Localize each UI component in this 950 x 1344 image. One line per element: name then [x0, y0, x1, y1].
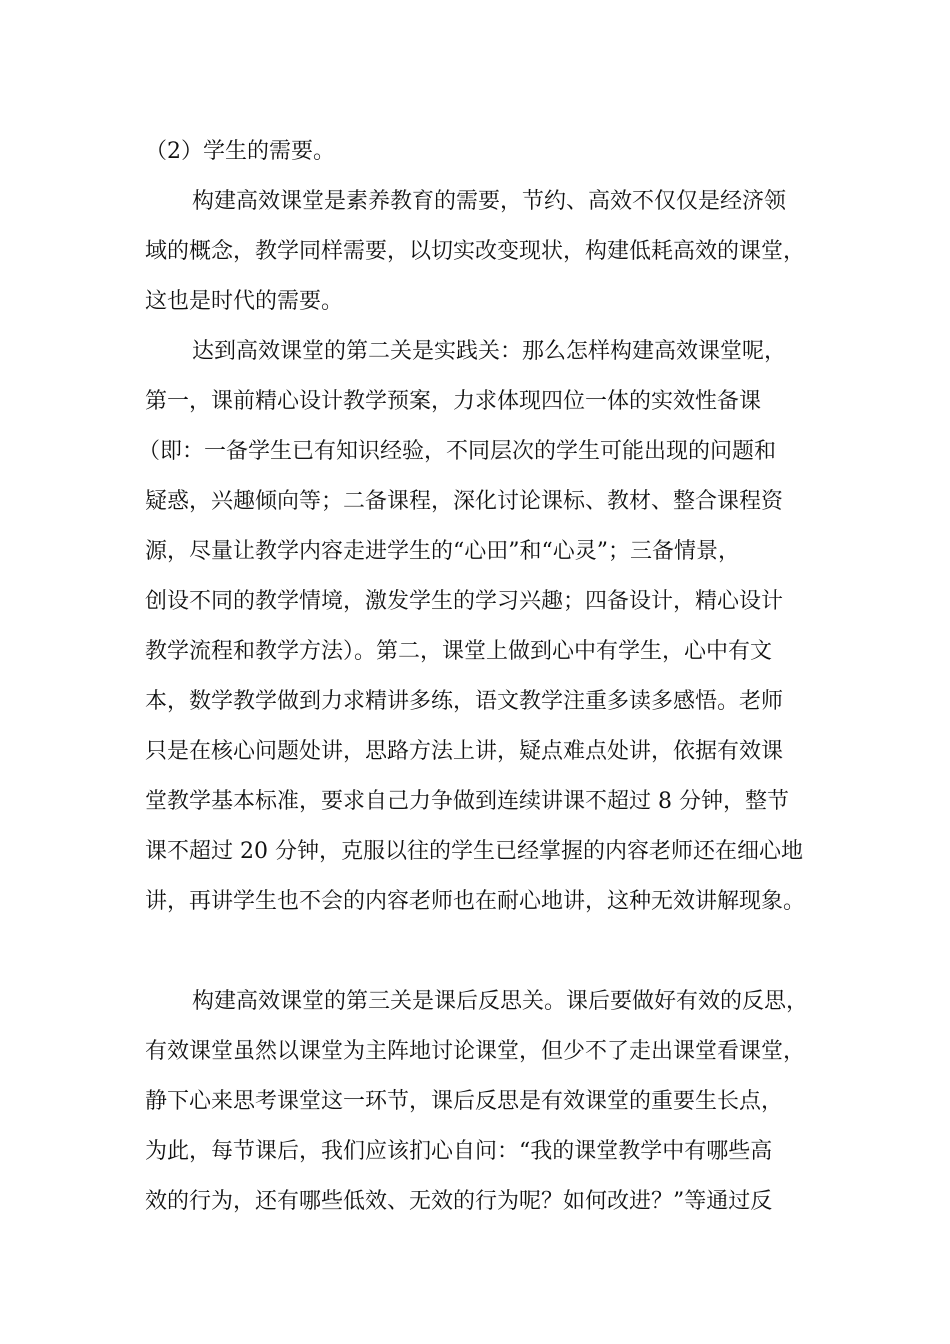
paragraph-2-line: 第一，课前精心设计教学预案，力求体现四位一体的实效性备课: [145, 389, 762, 414]
paragraph-2-line: 只是在核心问题处讲，思路方法上讲，疑点难点处讲，依据有效课: [145, 739, 784, 764]
paragraph-1-line: 构建高效课堂是素养教育的需要，节约、高效不仅仅是经济领: [192, 189, 787, 214]
paragraph-1-line: 这也是时代的需要。: [145, 289, 344, 314]
paragraph-2-line: （即：一备学生已有知识经验，不同层次的学生可能出现的问题和: [138, 439, 777, 464]
paragraph-3-line: 为此，每节课后，我们应该扪心自问：“我的课堂教学中有哪些高: [145, 1139, 773, 1164]
paragraph-2-line: 达到高效课堂的第二关是实践关：那么怎样构建高效课堂呢，: [192, 339, 787, 364]
paragraph-2-line: 创设不同的教学情境，激发学生的学习兴趣；四备设计，精心设计: [145, 589, 784, 614]
paragraph-2-line: 讲，再讲学生也不会的内容老师也在耐心地讲，这种无效讲解现象。: [145, 889, 806, 914]
paragraph-3-line: 静下心来思考课堂这一环节，课后反思是有效课堂的重要生长点，: [145, 1089, 784, 1114]
paragraph-3-line: 有效课堂虽然以课堂为主阵地讨论课堂，但少不了走出课堂看课堂，: [145, 1039, 806, 1064]
paragraph-2-line: 课不超过 20 分钟，克服以往的学生已经掌握的内容老师还在细心地: [145, 839, 803, 864]
paragraph-3-line: 构建高效课堂的第三关是课后反思关。课后要做好有效的反思，: [192, 989, 809, 1014]
text-line: （2）学生的需要。: [145, 139, 335, 164]
paragraph-2-line: 源，尽量让教学内容走进学生的“心田”和“心灵”；三备情景，: [145, 539, 740, 564]
paragraph-1-line: 域的概念，教学同样需要，以切实改变现状，构建低耗高效的课堂，: [145, 239, 806, 264]
paragraph-2-line: 本，数学教学做到力求精讲多练，语文教学注重多读多感悟。老师: [145, 689, 784, 714]
paragraph-3-line: 效的行为，还有哪些低效、无效的行为呢？如何改进？”等通过反: [145, 1189, 773, 1214]
paragraph-2-line: 疑惑，兴趣倾向等；二备课程，深化讨论课标、教材、整合课程资: [145, 489, 784, 514]
paragraph-2-line: 堂教学基本标准，要求自己力争做到连续讲课不超过 8 分钟，整节: [145, 789, 789, 814]
paragraph-2-line: 教学流程和教学方法）。第二，课堂上做到心中有学生，心中有文: [145, 639, 773, 664]
